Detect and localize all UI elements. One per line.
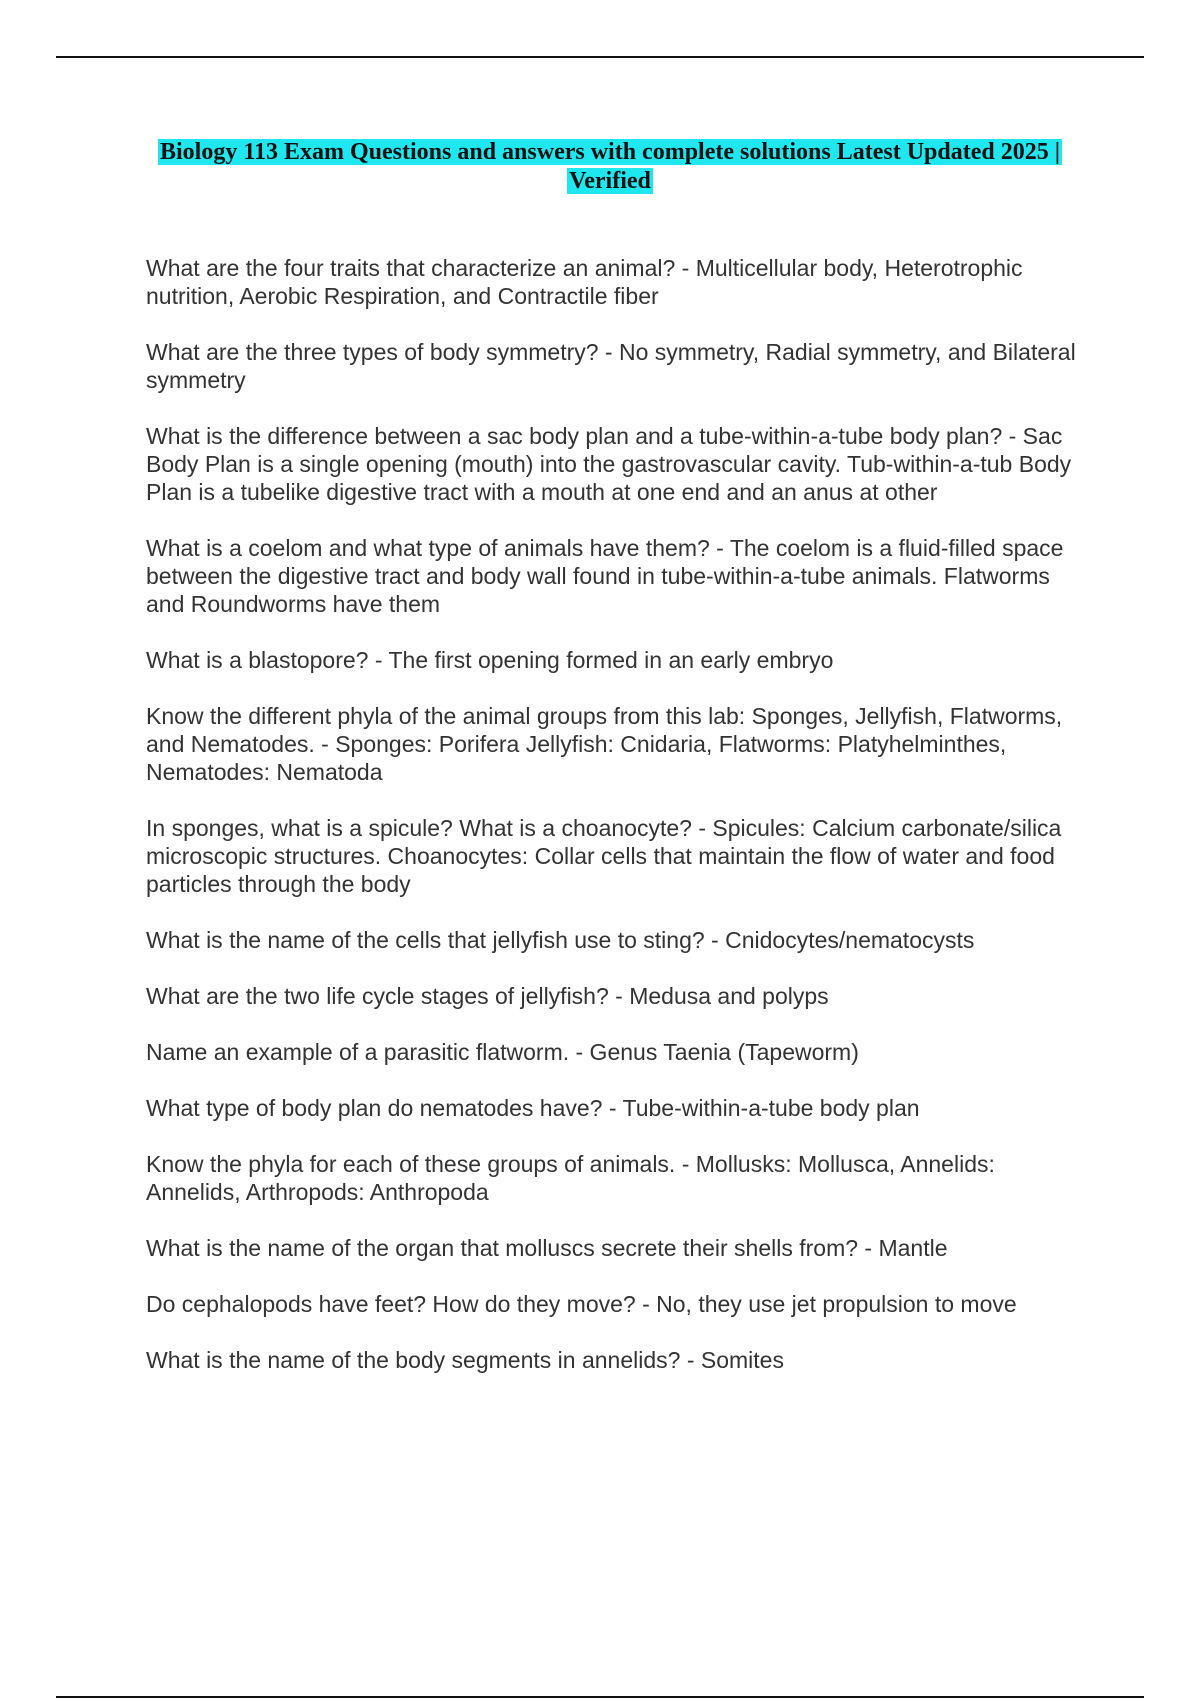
qa-item: Know the different phyla of the animal groups from this lab: Sponges, Jellyfish, Flatworms, and Nematodes. - Sponges: Porifera Jellyfish: Cnidaria, Flatworms: Platyhelminthes, Nematodes: Nematoda	[146, 703, 1063, 785]
qa-item: Do cephalopods have feet? How do they move? - No, they use jet propulsion to move	[146, 1291, 1017, 1317]
qa-item: Know the phyla for each of these groups of animals. - Mollusks: Mollusca, Annelids: Annelids, Arthropods: Anthropoda	[146, 1151, 995, 1205]
document-title	[140, 138, 1080, 196]
qa-item: What are the three types of body symmetry? - No symmetry, Radial symmetry, and Bilateral symmetry	[146, 339, 1076, 393]
qa-item: What is a coelom and what type of animals have them? - The coelom is a fluid-filled space between the digestive tract and body wall found in tube-within-a-tube animals. Flatworms and Roundworms have them	[146, 535, 1064, 617]
qa-item: What is the name of the organ that molluscs secrete their shells from? - Mantle	[146, 1235, 948, 1261]
qa-item: What is the difference between a sac body plan and a tube-within-a-tube body plan? - Sac Body Plan is a single opening (mouth) into the gastrovascular cavity. Tub-within-a-tub Body Plan is a tubelike digestive tract with a mouth at one end and an anus at other	[146, 423, 1072, 505]
qa-item: In sponges, what is a spicule? What is a choanocyte? - Spicules: Calcium carbonate/silica microscopic structures. Choanocytes: Collar cells that maintain the flow of water and food particles through the body	[146, 815, 1062, 897]
qa-item: What type of body plan do nematodes have? - Tube-within-a-tube body plan	[146, 1095, 920, 1121]
bottom-rule	[56, 1696, 1144, 1698]
qa-item: What are the two life cycle stages of jellyfish? - Medusa and polyps	[146, 983, 829, 1009]
title-highlight: Biology 113 Exam Questions and answers with complete solutions Latest Updated 2025 | Verified	[159, 139, 1061, 194]
top-rule	[56, 56, 1144, 58]
qa-item: What is the name of the cells that jellyfish use to sting? - Cnidocytes/nematocysts	[146, 927, 975, 953]
qa-item: What is a blastopore? - The first opening formed in an early embryo	[146, 647, 834, 673]
qa-item: What are the four traits that characterize an animal? - Multicellular body, Heterotrophic nutrition, Aerobic Respiration, and Contractile fiber	[146, 255, 1023, 309]
qa-list	[146, 254, 1091, 1402]
qa-item: What is the name of the body segments in annelids? - Somites	[146, 1347, 784, 1373]
qa-item: Name an example of a parasitic flatworm. - Genus Taenia (Tapeworm)	[146, 1039, 859, 1065]
